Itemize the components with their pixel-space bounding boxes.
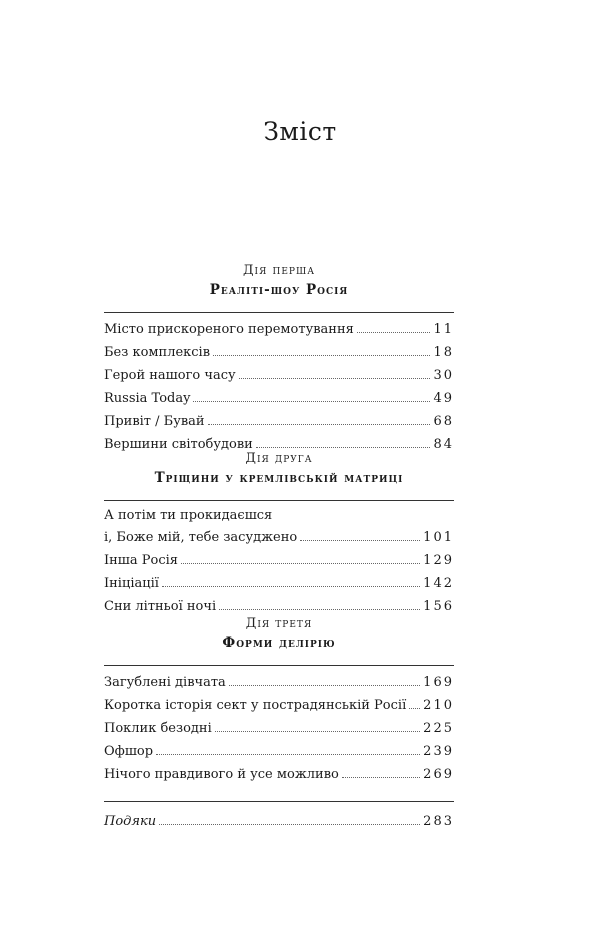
entry-page: 142: [423, 576, 454, 591]
entry-page: 225: [423, 721, 454, 736]
entry-title: Нічого правдивого й усе можливо: [104, 767, 339, 782]
divider: [104, 312, 454, 313]
part-label: Дія третя: [245, 616, 313, 631]
entry-page: 283: [423, 814, 454, 829]
leader-dots: [193, 400, 430, 402]
toc-entry[interactable]: [104, 526, 454, 549]
toc-entry[interactable]: [104, 318, 454, 341]
part-1: [104, 263, 454, 456]
entry-page: 18: [433, 345, 454, 360]
entry-title: Місто прискореного перемотування: [104, 322, 354, 337]
entry-title-line1[interactable]: А потім ти прокидаєшся: [104, 508, 273, 523]
entry-page: 84: [433, 437, 454, 452]
toc-entry[interactable]: [104, 364, 454, 387]
entry-page: 169: [423, 675, 454, 690]
entry-title: Привіт / Бувай: [104, 414, 205, 429]
leader-dots: [219, 608, 420, 610]
entry-title: Поклик безодні: [104, 721, 212, 736]
part-label: Дія перша: [242, 263, 316, 278]
leader-dots: [239, 377, 431, 379]
toc-entry[interactable]: [104, 572, 454, 595]
entry-title: Подяки: [104, 814, 157, 829]
entry-page: 239: [423, 744, 454, 759]
leader-dots: [256, 446, 431, 448]
part-title: Тріщини у кремлівській матриці: [154, 470, 404, 486]
toc-entry[interactable]: [104, 694, 454, 717]
entry-title: і, Боже мій, тебе засуджено: [104, 530, 298, 545]
entry-title: Ініціації: [104, 576, 159, 591]
entry-title: Коротка історія сект у пострадянській Росії: [104, 698, 407, 713]
divider: [104, 801, 454, 802]
leader-dots: [159, 823, 420, 825]
leader-dots: [229, 684, 420, 686]
leader-dots: [215, 730, 420, 732]
toc-entry[interactable]: [104, 341, 454, 364]
toc-entry[interactable]: [104, 671, 454, 694]
toc-entry[interactable]: [104, 410, 454, 433]
entry-title: Вершини світобудови: [104, 437, 253, 452]
entry-title: Загублені дівчата: [104, 675, 226, 690]
leader-dots: [162, 585, 420, 587]
entry-page: 269: [423, 767, 454, 782]
toc-entry[interactable]: [104, 595, 454, 618]
part-label: Дія друга: [245, 451, 313, 466]
entry-page: 210: [423, 698, 454, 713]
divider: [104, 500, 454, 501]
divider: [104, 665, 454, 666]
part-title: Реаліті-шоу Росія: [209, 282, 349, 298]
leader-dots: [409, 707, 420, 709]
part-title: Форми делірію: [222, 635, 336, 651]
entry-page: 156: [423, 599, 454, 614]
entry-page: 11: [433, 322, 454, 337]
entry-page: 30: [433, 368, 454, 383]
leader-dots: [208, 423, 431, 425]
entry-page: 49: [433, 391, 454, 406]
entry-title: Інша Росія: [104, 553, 178, 568]
entry-title: Герой нашого часу: [104, 368, 236, 383]
toc-entry[interactable]: [104, 387, 454, 410]
entry-title: Russia Today: [104, 391, 191, 406]
entry-page: 129: [423, 553, 454, 568]
toc-entry[interactable]: [104, 717, 454, 740]
leader-dots: [300, 539, 420, 541]
leader-dots: [181, 562, 420, 564]
leader-dots: [357, 331, 431, 333]
entry-page: 68: [433, 414, 454, 429]
entry-title: Сни літньої ночі: [104, 599, 217, 614]
leader-dots: [156, 753, 420, 755]
part-2: [104, 451, 454, 618]
toc-entry[interactable]: [104, 740, 454, 763]
entry-title: Офшор: [104, 744, 154, 759]
toc-entry[interactable]: [104, 549, 454, 572]
leader-dots: [342, 776, 420, 778]
part-3: [104, 616, 454, 833]
page-title: Зміст: [263, 117, 337, 146]
entry-title: Без комплексів: [104, 345, 211, 360]
toc-entry-acknowledgements[interactable]: [104, 810, 454, 833]
toc-entry[interactable]: [104, 763, 454, 786]
entry-page: 101: [423, 530, 454, 545]
leader-dots: [213, 354, 430, 356]
